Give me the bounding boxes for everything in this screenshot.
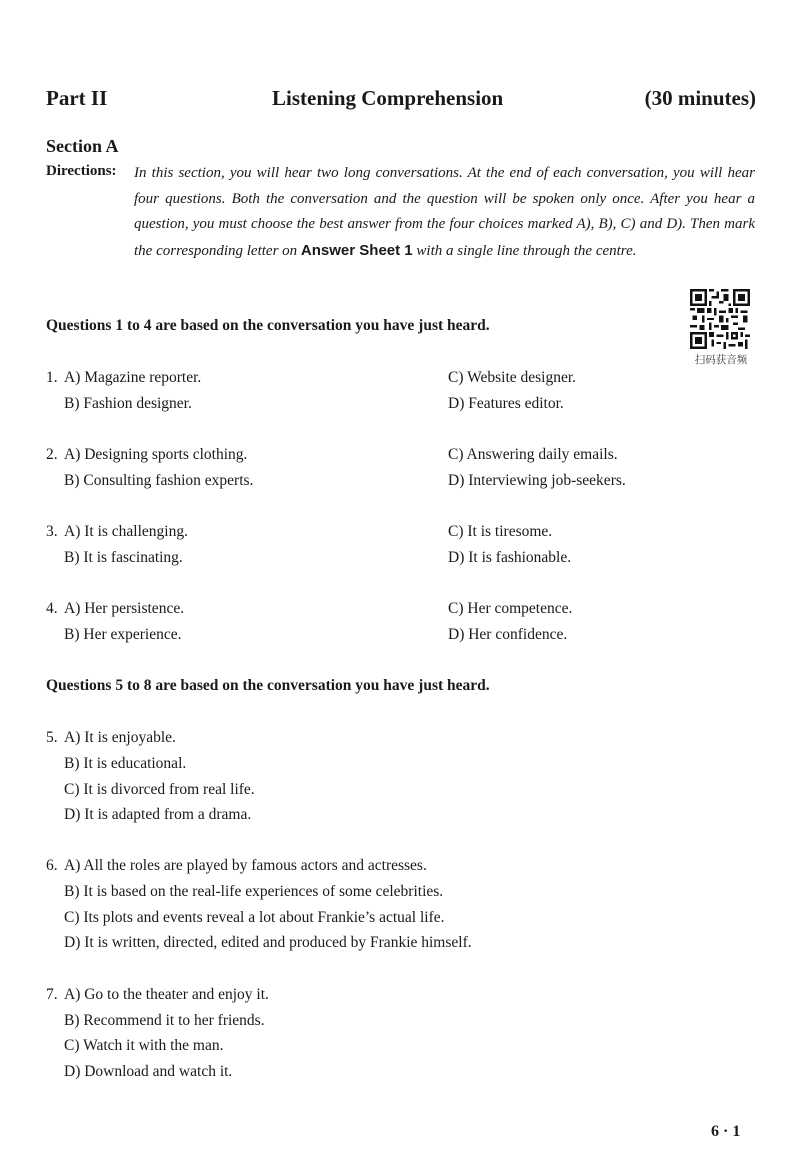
section-title: Section A (46, 136, 119, 156)
question-number: 7. (46, 986, 58, 1003)
part-label: Part II (46, 86, 108, 110)
question-number: 4. (46, 600, 58, 617)
option-d[interactable]: D) Download and watch it. (64, 1063, 233, 1080)
option-c[interactable]: C) Website designer. (448, 369, 577, 386)
option-d[interactable]: D) It is fashionable. (448, 549, 572, 566)
option-b[interactable]: B) It is educational. (64, 755, 187, 772)
option-c[interactable]: C) Its plots and events reveal a lot about Frankie’s actual life. (64, 909, 445, 926)
option-d[interactable]: D) Interviewing job-seekers. (448, 472, 626, 489)
part-title: Listening Comprehension (272, 86, 504, 110)
option-b[interactable]: B) Fashion designer. (64, 395, 192, 412)
option-d[interactable]: D) It is adapted from a drama. (64, 806, 252, 823)
option-b[interactable]: B) Recommend it to her friends. (64, 1012, 265, 1029)
question-number: 2. (46, 446, 58, 463)
option-a[interactable]: A) It is enjoyable. (64, 729, 176, 746)
qr-caption: 扫码获音频 (694, 354, 748, 366)
option-a[interactable]: A) Magazine reporter. (64, 369, 202, 386)
option-d[interactable]: D) Her confidence. (448, 626, 568, 643)
option-c[interactable]: C) Answering daily emails. (448, 446, 618, 463)
option-a[interactable]: A) Her persistence. (64, 600, 185, 617)
answer-sheet-label: Answer Sheet 1 (300, 241, 413, 259)
option-d[interactable]: D) Features editor. (448, 395, 564, 412)
option-b[interactable]: B) It is fascinating. (64, 549, 183, 566)
directions-text-before: In this section, you will hear two long conversations. At the end of each conversation, you will hear four questions. Both the conversation and the question will be spoken only once. After you hear a question, you must choose the best answer from the four choices marked A), B), C) and D). Then mark the corresponding letter on (134, 165, 755, 259)
option-a[interactable]: A) Designing sports clothing. (64, 446, 248, 463)
part-header (46, 86, 756, 116)
directions-label: Directions: (46, 163, 117, 179)
question-number: 6. (46, 857, 58, 874)
option-c[interactable]: C) It is tiresome. (448, 523, 553, 540)
question-number: 3. (46, 523, 58, 540)
group-heading-1: Questions 1 to 4 are based on the conversation you have just heard. (46, 317, 490, 334)
directions-text-after: with a single line through the centre. (412, 242, 637, 259)
option-b[interactable]: B) It is based on the real-life experiences of some celebrities. (64, 883, 444, 900)
option-c[interactable]: C) Her competence. (448, 600, 573, 617)
qr-code-icon[interactable] (690, 289, 750, 349)
question-number: 5. (46, 729, 58, 746)
page-number: 6 · 1 (711, 1123, 741, 1140)
option-a[interactable]: A) Go to the theater and enjoy it. (64, 986, 269, 1003)
directions-text (134, 161, 755, 264)
option-b[interactable]: B) Consulting fashion experts. (64, 472, 254, 489)
option-a[interactable]: A) All the roles are played by famous actors and actresses. (64, 857, 427, 874)
option-c[interactable]: C) It is divorced from real life. (64, 781, 255, 798)
group-heading-2: Questions 5 to 8 are based on the conversation you have just heard. (46, 677, 490, 694)
option-a[interactable]: A) It is challenging. (64, 523, 188, 540)
part-time: (30 minutes) (644, 86, 756, 110)
option-b[interactable]: B) Her experience. (64, 626, 182, 643)
question-number: 1. (46, 369, 58, 386)
option-c[interactable]: C) Watch it with the man. (64, 1037, 224, 1054)
option-d[interactable]: D) It is written, directed, edited and produced by Frankie himself. (64, 934, 472, 951)
